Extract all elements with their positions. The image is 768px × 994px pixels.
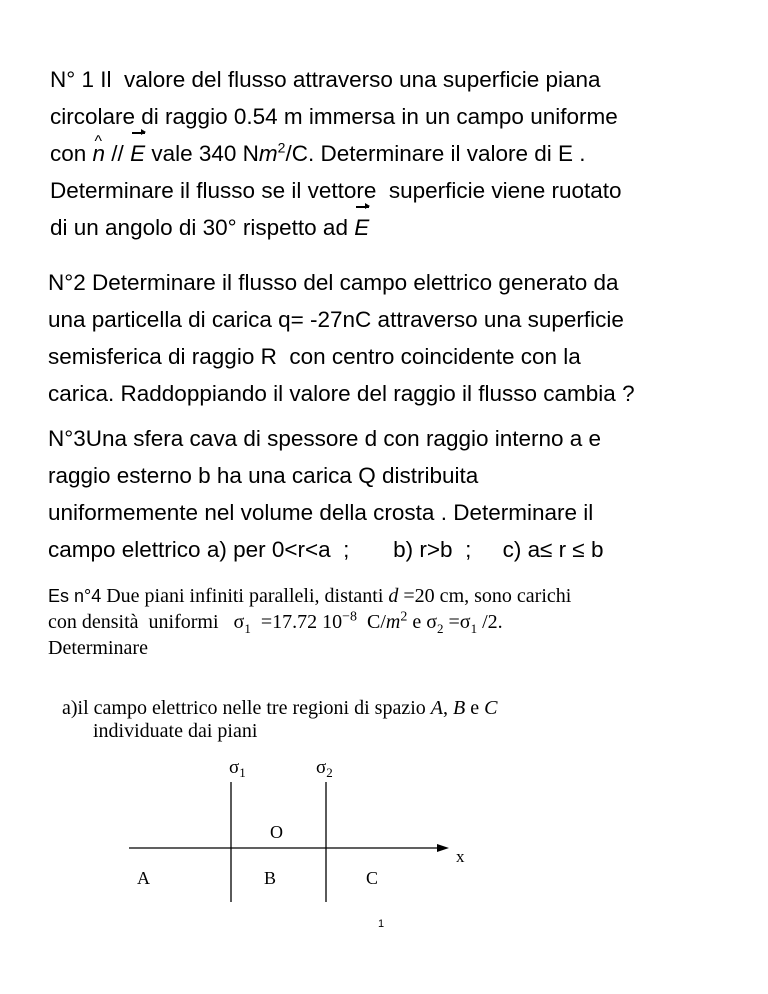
problem-2-line-1: N°2 Determinare il flusso del campo elettrico generato da xyxy=(48,270,619,295)
x-axis-label: x xyxy=(456,847,465,866)
problem-4-line-2: con densità uniformi $\sigma_1 =17.72$ $10^{-8}$ $C/m^2$ e $\sigma_2 =\sigma_1$ /2. xyxy=(48,609,503,636)
e-vector-symbol: E xyxy=(130,135,145,172)
region-a-label: A xyxy=(137,868,150,888)
problem-2-line-4: carica. Raddoppiando il valore del raggio il flusso cambia ? xyxy=(48,381,635,406)
x-axis-arrowhead xyxy=(437,844,449,852)
sigma1-label: $\sigma_1$ xyxy=(229,757,246,780)
problem-4-line-3: Determinare xyxy=(48,637,148,659)
problem-1-line-4: Determinare il flusso se il vettore superficie viene ruotato xyxy=(50,178,622,203)
problem-4-line-1: Es n°4 Due piani infiniti paralleli, distanti d =20 cm, sono carichi xyxy=(48,585,572,607)
problem-3-line-4: campo elettrico a) per 0<r<a ; b) r>b ; c) a≤ r ≤ b xyxy=(48,537,604,562)
problem-1-line-1: N° 1 Il valore del flusso attraverso una superficie piana xyxy=(50,67,601,92)
problem-3-line-2: raggio esterno b ha una carica Q distribuita xyxy=(48,463,479,488)
region-b-label: B xyxy=(264,868,277,888)
n-hat-symbol: ^ n xyxy=(93,135,106,172)
problem-3-line-1: N°3Una sfera cava di spessore d con raggio interno a e xyxy=(48,426,602,451)
problem-1-line-2: circolare di raggio 0.54 m immersa in un campo uniforme xyxy=(50,104,618,129)
e-vector-symbol: E xyxy=(354,209,369,246)
item-a-line-1: a)il campo elettrico nelle tre regioni di spazio A, B e C xyxy=(62,697,498,719)
problem-3-line-3: uniformemente nel volume della crosta . Determinare il xyxy=(48,500,594,525)
problem-1-line-3: con ^ n // E vale 340 Nm$^2$/C. Determinare il valore di E . xyxy=(50,135,740,172)
origin-label: O xyxy=(270,822,283,842)
problem-1-line-5: di un angolo di 30° rispetto ad E xyxy=(50,209,740,246)
item-a-line-2: individuate dai piani xyxy=(93,720,258,742)
page-number: 1 xyxy=(378,918,385,930)
problem-2-line-2: una particella di carica q= -27nC attraverso una superficie xyxy=(48,307,624,332)
item-a-marker: a) xyxy=(62,697,78,719)
sigma2-label: $\sigma_2$ xyxy=(316,757,333,780)
region-c-label: C xyxy=(366,868,379,888)
problem-2-line-3: semisferica di raggio R con centro coincidente con la xyxy=(48,344,581,369)
